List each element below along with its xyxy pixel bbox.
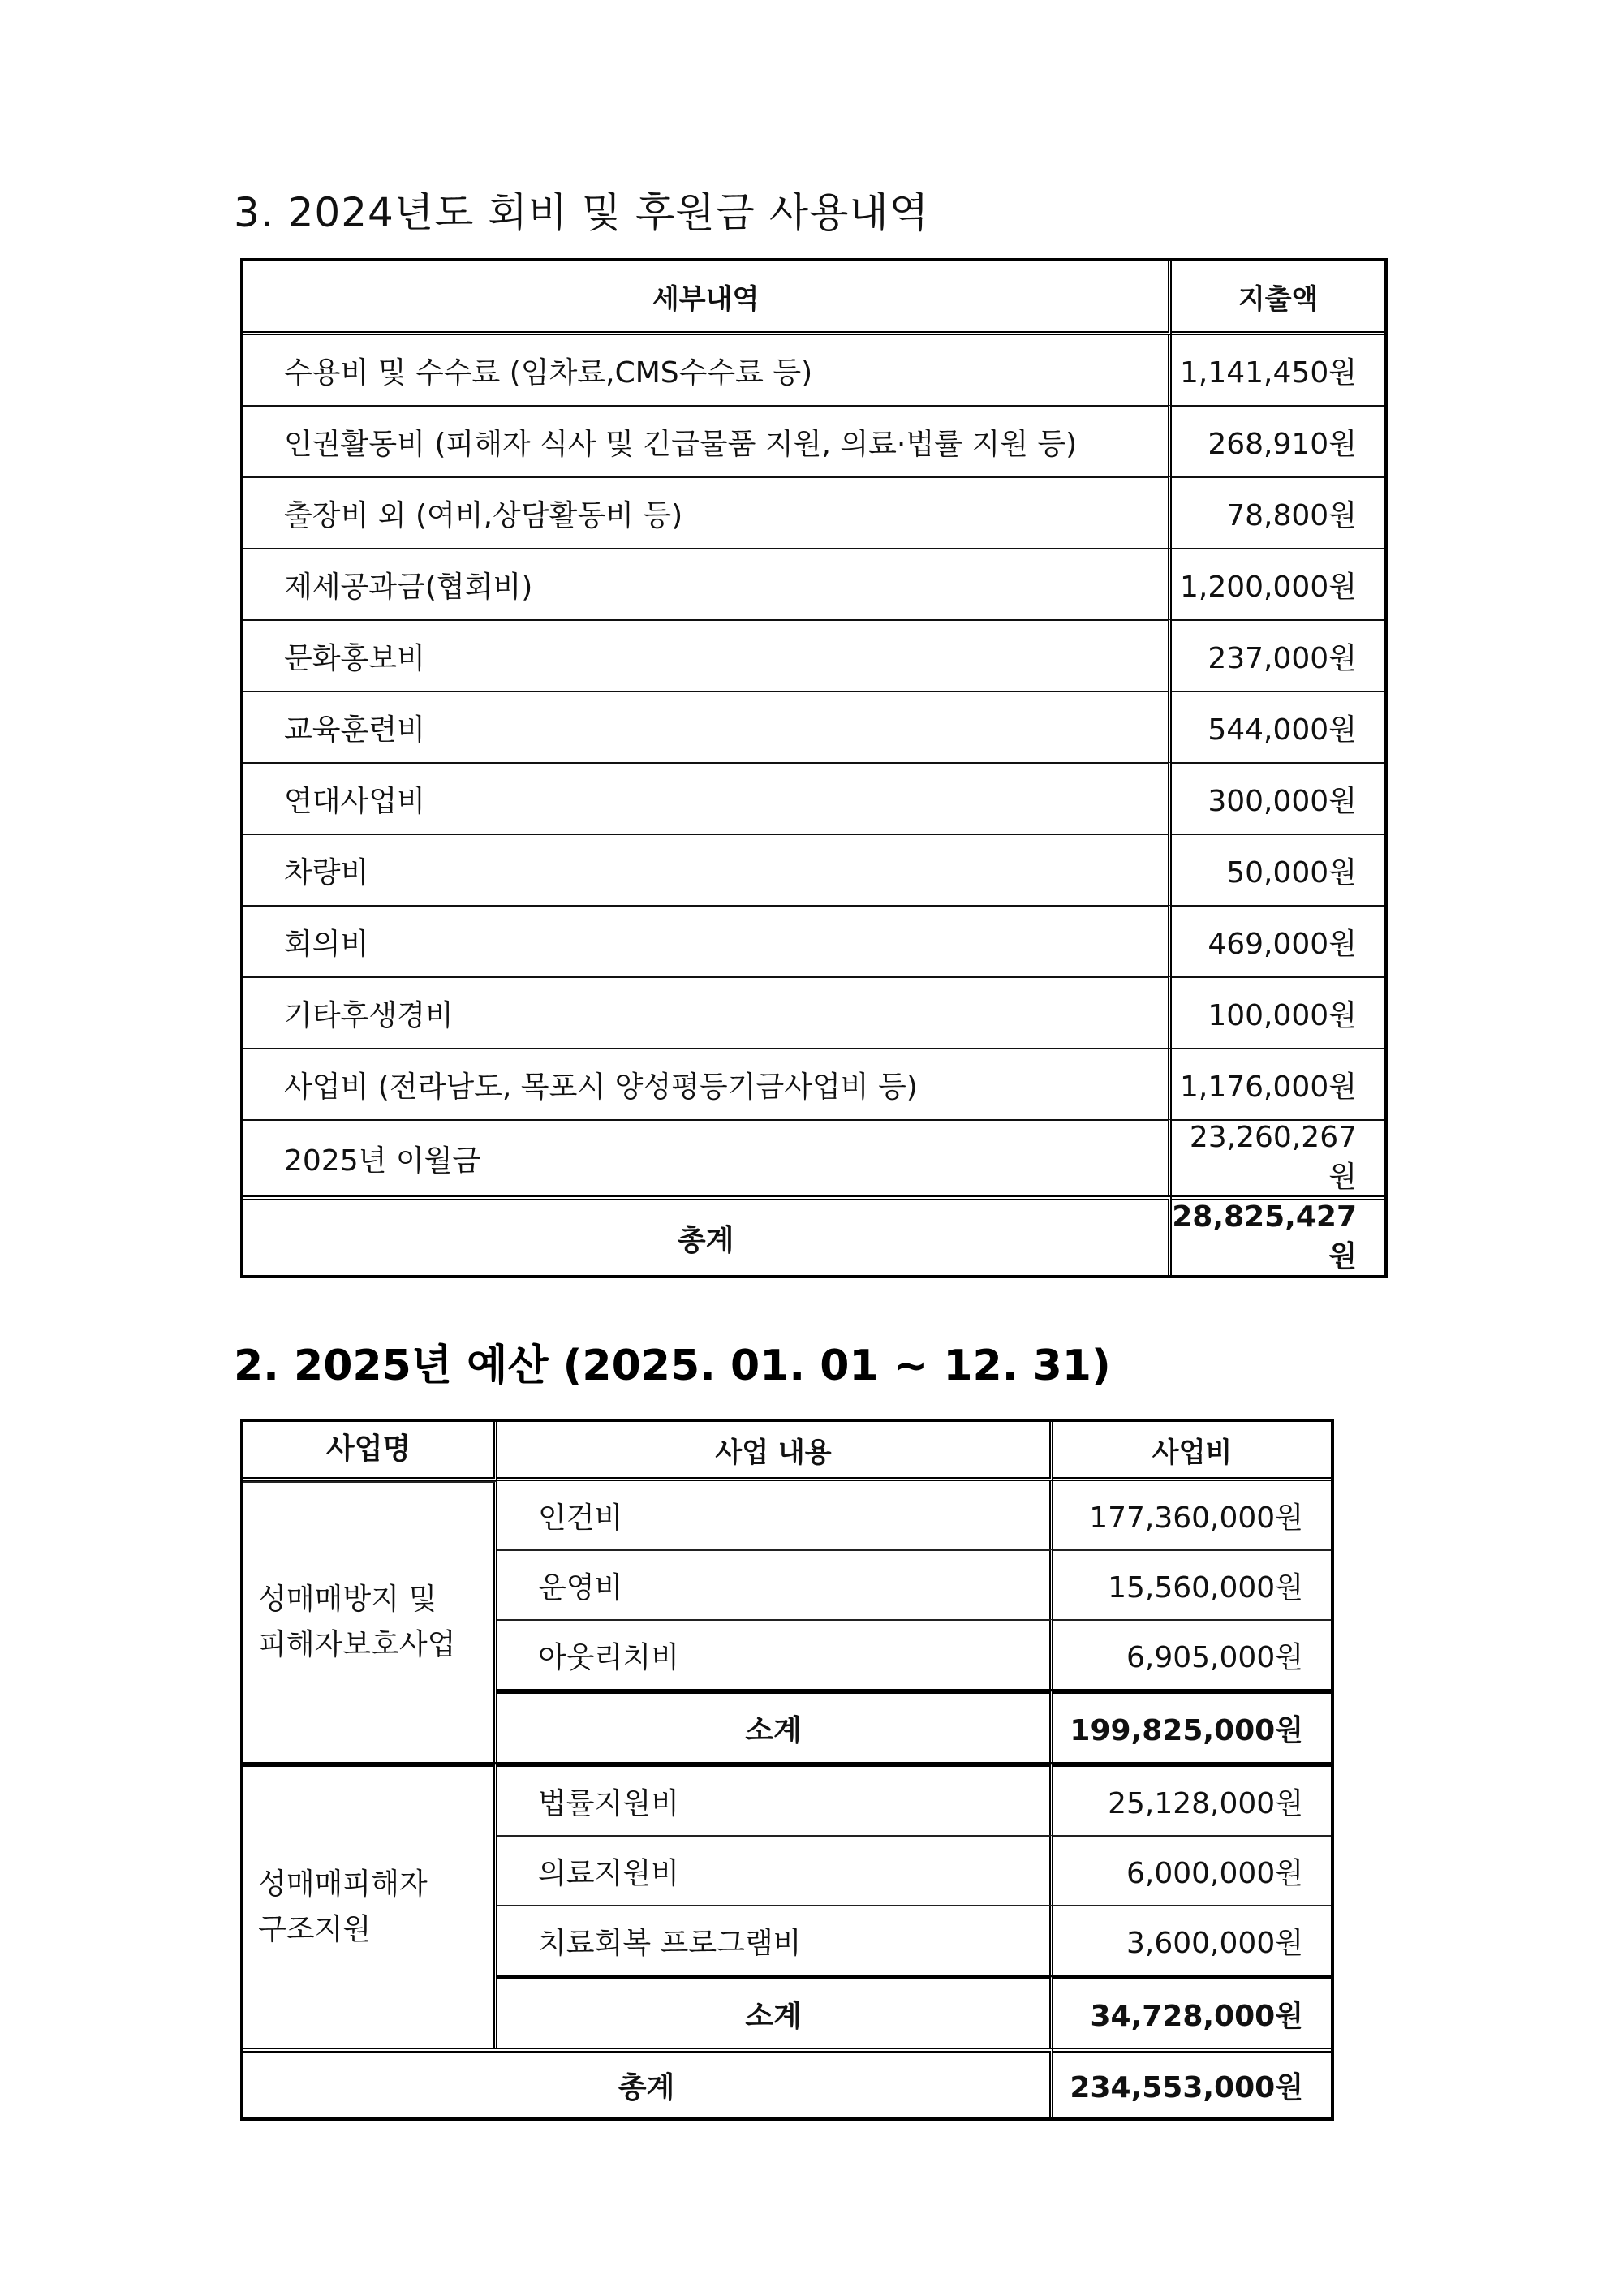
row-item: 회의비 xyxy=(243,905,1172,976)
row-item: 출장비 외 (여비,상담활동비 등) xyxy=(243,476,1172,548)
row-amount: 15,560,000원 xyxy=(1053,1549,1331,1619)
row-item: 수용비 및 수수료 (임차료,CMS수수료 등) xyxy=(243,335,1172,405)
row-amount: 268,910원 xyxy=(1172,405,1384,476)
table-row xyxy=(243,1048,1384,1119)
total-label: 총계 xyxy=(243,1195,1172,1275)
table-row xyxy=(243,405,1384,476)
row-item: 제세공과금(협회비) xyxy=(243,548,1172,619)
section1-title: 3. 2024년도 회비 및 후원금 사용내역 xyxy=(234,189,930,236)
row-amount: 177,360,000원 xyxy=(1089,1501,1303,1535)
row-item: 사업비 (전라남도, 목포시 양성평등기금사업비 등) xyxy=(243,1048,1172,1119)
total-row xyxy=(243,1195,1384,1275)
row-item: 문화홍보비 xyxy=(243,619,1172,691)
table-row xyxy=(243,335,1384,405)
row-item: 인권활동비 (피해자 식사 및 긴급물품 지원, 의료·법률 지원 등) xyxy=(243,405,1172,476)
row-content: 의료지원비 xyxy=(497,1835,1053,1905)
table-row xyxy=(243,762,1384,834)
table-row xyxy=(243,619,1384,691)
row-item: 차량비 xyxy=(243,834,1172,905)
table-row xyxy=(243,1762,1331,1835)
total-amount: 28,825,427원 xyxy=(1172,1195,1384,1275)
row-amount: 300,000원 xyxy=(1172,762,1384,834)
table-row xyxy=(243,476,1384,548)
row-content: 인건비 xyxy=(497,1481,1053,1549)
grand-total-row xyxy=(243,2048,1331,2117)
row-content: 운영비 xyxy=(497,1549,1053,1619)
row-amount: 469,000원 xyxy=(1172,905,1384,976)
table-row xyxy=(243,834,1384,905)
header-amount: 지출액 xyxy=(1172,261,1384,335)
group-name-line2: 구조지원 xyxy=(258,1913,372,1946)
table-row xyxy=(243,1119,1384,1195)
table-header-row xyxy=(243,1422,1331,1481)
row-amount: 3,600,000원 xyxy=(1053,1905,1331,1975)
row-item: 교육훈련비 xyxy=(243,691,1172,762)
group-name-line1: 성매매피해자 xyxy=(258,1867,428,1901)
row-amount: 100,000원 xyxy=(1172,976,1384,1048)
group-name xyxy=(243,1481,497,1762)
section2-title: 2. 2025년 예산 (2025. 01. 01 ~ 12. 31) xyxy=(234,1342,1111,1390)
grand-total-label: 총계 xyxy=(243,2048,1053,2117)
table-row xyxy=(243,548,1384,619)
subtotal-amount: 199,825,000원 xyxy=(1053,1689,1331,1762)
row-amount: 1,141,450원 xyxy=(1180,355,1357,390)
row-item: 연대사업비 xyxy=(243,762,1172,834)
row-content: 아웃리치비 xyxy=(497,1619,1053,1689)
row-amount: 237,000원 xyxy=(1172,619,1384,691)
row-amount: 6,905,000원 xyxy=(1053,1619,1331,1689)
subtotal-amount: 34,728,000원 xyxy=(1053,1975,1331,2048)
row-amount: 25,128,000원 xyxy=(1053,1762,1331,1835)
row-amount: 6,000,000원 xyxy=(1053,1835,1331,1905)
group-name xyxy=(243,1762,497,2048)
grand-total-amount: 234,553,000원 xyxy=(1053,2048,1331,2117)
table-header-row xyxy=(243,261,1384,335)
header-business-content: 사업 내용 xyxy=(497,1422,1053,1481)
expense-table-2024 xyxy=(240,258,1388,1278)
budget-table-2025 xyxy=(240,1419,1334,2121)
table-row xyxy=(243,691,1384,762)
row-amount: 1,200,000원 xyxy=(1172,548,1384,619)
table-row xyxy=(243,1481,1331,1549)
row-item: 기타후생경비 xyxy=(243,976,1172,1048)
table-row xyxy=(243,976,1384,1048)
row-content: 치료회복 프로그램비 xyxy=(497,1905,1053,1975)
header-business-cost: 사업비 xyxy=(1053,1422,1331,1481)
subtotal-label: 소계 xyxy=(497,1975,1053,2048)
group-name-line2: 피해자보호사업 xyxy=(258,1628,456,1661)
row-amount: 78,800원 xyxy=(1172,476,1384,548)
row-amount: 544,000원 xyxy=(1172,691,1384,762)
row-amount: 1,176,000원 xyxy=(1172,1048,1384,1119)
row-item: 2025년 이월금 xyxy=(243,1119,1172,1195)
table-row xyxy=(243,905,1384,976)
row-amount: 23,260,267원 xyxy=(1172,1119,1384,1195)
subtotal-label: 소계 xyxy=(497,1689,1053,1762)
header-business-name: 사업명 xyxy=(243,1422,497,1481)
row-content: 법률지원비 xyxy=(497,1762,1053,1835)
group-name-line1: 성매매방지 및 xyxy=(258,1583,437,1616)
row-amount: 50,000원 xyxy=(1172,834,1384,905)
header-detail: 세부내역 xyxy=(243,261,1172,335)
